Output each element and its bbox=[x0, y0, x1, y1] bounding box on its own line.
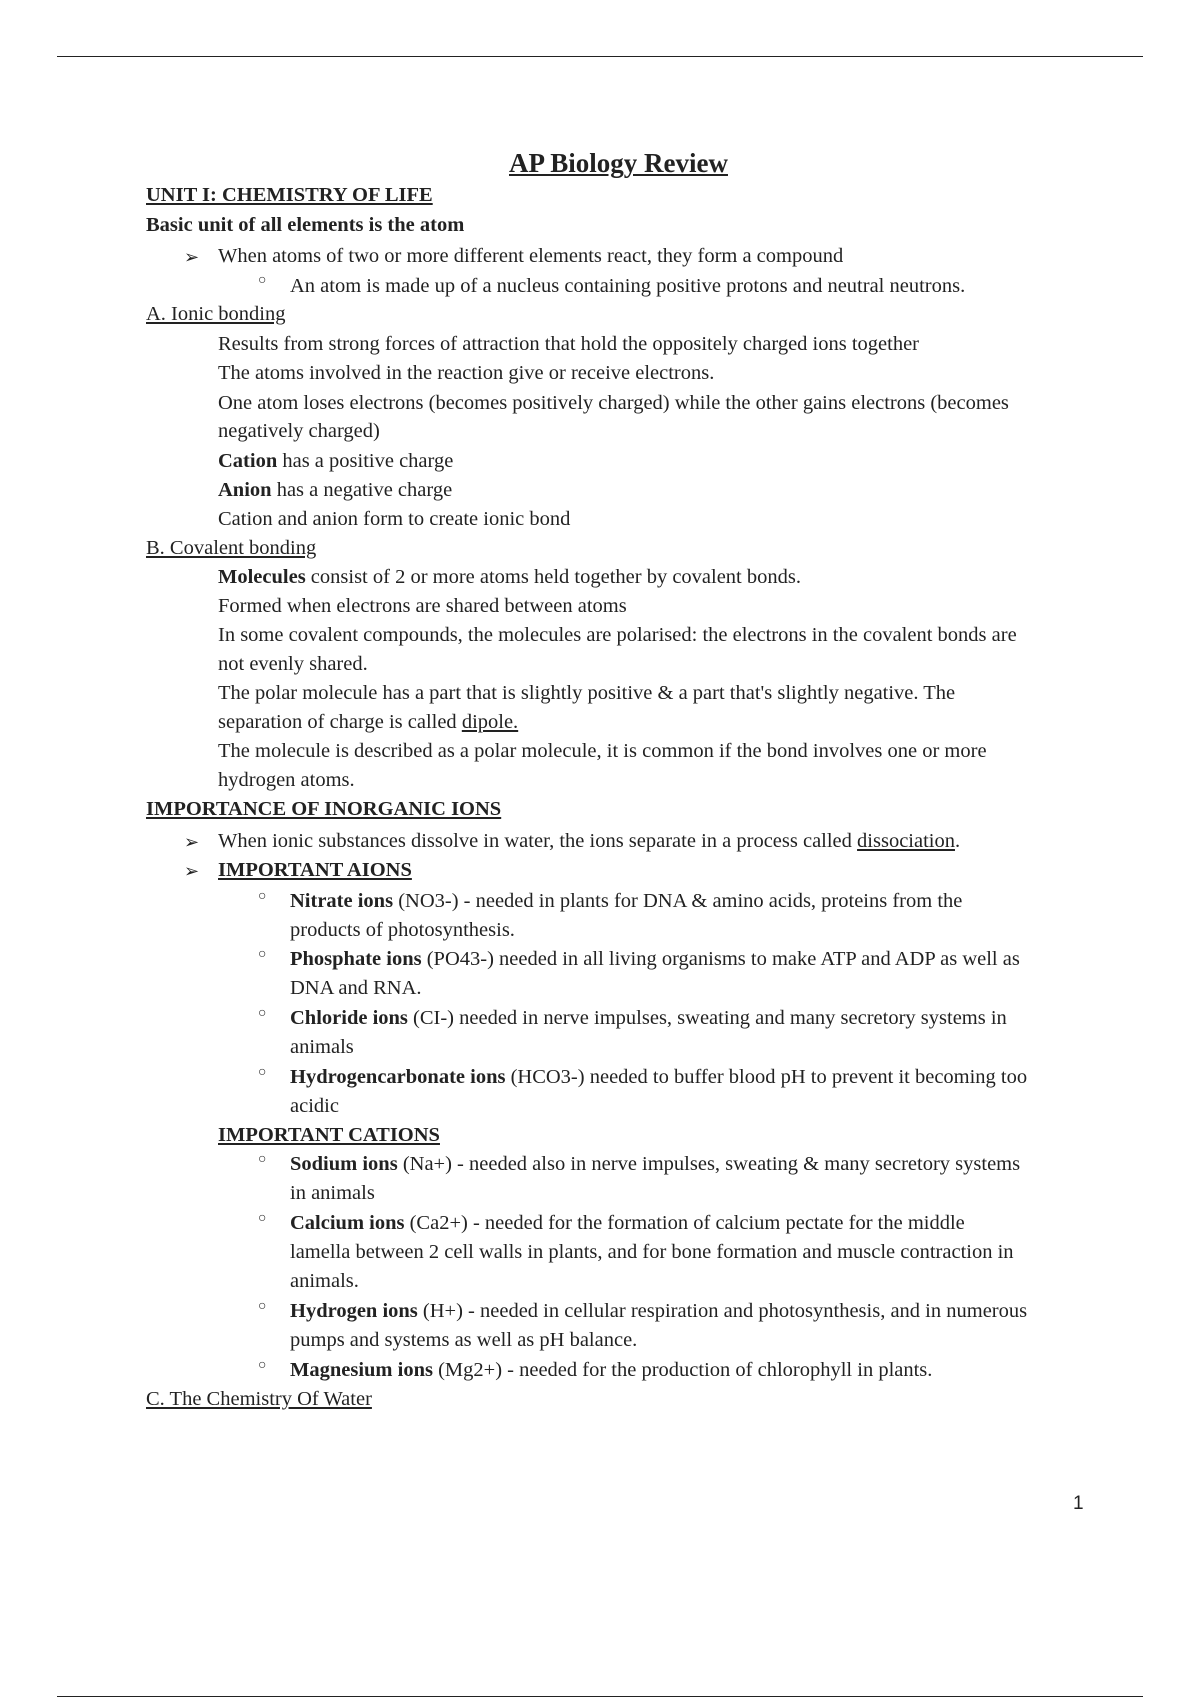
nitrate-desc: (NO3-) - needed in plants for DNA & amino acids, proteins from the bbox=[393, 890, 963, 912]
anion-term: Anion bbox=[218, 479, 272, 501]
nitrate-line-a bbox=[290, 887, 962, 916]
phosphate-line-a bbox=[290, 945, 1020, 974]
calcium-desc: (Ca2+) - needed for the formation of calcium pectate for the middle bbox=[404, 1212, 965, 1234]
bottom-rule bbox=[57, 1696, 1143, 1697]
important-anions-heading: IMPORTANT AIONS bbox=[218, 859, 412, 881]
unit-heading: UNIT I: CHEMISTRY OF LIFE bbox=[146, 184, 433, 206]
ionic-line-2: The atoms involved in the reaction give or receive electrons. bbox=[218, 362, 715, 384]
phosphate-desc: (PO43-) needed in all living organisms to make ATP and ADP as well as bbox=[421, 948, 1020, 970]
circle-bullet-icon: ○ bbox=[258, 889, 267, 904]
compound-bullet: When atoms of two or more different elements react, they form a compound bbox=[218, 245, 844, 267]
covalent-line-5a: The molecule is described as a polar molecule, it is common if the bond involves one or more bbox=[218, 740, 987, 762]
molecules-line bbox=[218, 563, 801, 592]
anion-line bbox=[218, 476, 452, 505]
ionic-line-3b: negatively charged) bbox=[218, 420, 380, 442]
dissociation-prefix: When ionic substances dissolve in water, the ions separate in a process called bbox=[218, 830, 858, 852]
hydrogen-term: Hydrogen ions bbox=[290, 1300, 418, 1322]
calcium-line-a bbox=[290, 1209, 965, 1238]
ionic-line-1: Results from strong forces of attraction that hold the oppositely charged ions together bbox=[218, 333, 920, 355]
ionic-line-6: Cation and anion form to create ionic bond bbox=[218, 508, 571, 530]
covalent-line-2: Formed when electrons are shared between atoms bbox=[218, 595, 627, 617]
important-cations-heading: IMPORTANT CATIONS bbox=[218, 1124, 440, 1146]
hydrogencarbonate-desc: (HCO3-) needed to buffer blood pH to prevent it becoming too bbox=[505, 1066, 1028, 1088]
basic-unit-line: Basic unit of all elements is the atom bbox=[146, 214, 465, 236]
hydrogen-line-b: pumps and systems as well as pH balance. bbox=[290, 1329, 638, 1351]
arrow-bullet-icon: ➢ bbox=[184, 832, 200, 852]
water-chemistry-heading: C. The Chemistry Of Water bbox=[146, 1388, 372, 1410]
chloride-term: Chloride ions bbox=[290, 1007, 408, 1029]
hydrogencarbonate-line-b: acidic bbox=[290, 1095, 339, 1117]
nitrate-term: Nitrate ions bbox=[290, 890, 394, 912]
ionic-bonding-heading: A. Ionic bonding bbox=[146, 303, 286, 325]
atom-bullet: An atom is made up of a nucleus containing positive protons and neutral neutrons. bbox=[290, 275, 966, 297]
page-number: 1 bbox=[1073, 1493, 1084, 1514]
chloride-line-a bbox=[290, 1004, 1007, 1033]
dissociation-term: dissociation bbox=[857, 830, 955, 852]
dissociation-bullet bbox=[218, 827, 960, 856]
inorganic-ions-heading: IMPORTANCE OF INORGANIC IONS bbox=[146, 798, 502, 820]
circle-bullet-icon: ○ bbox=[258, 1065, 267, 1080]
calcium-line-b: lamella between 2 cell walls in plants, and for bone formation and muscle contraction in bbox=[290, 1241, 1014, 1263]
circle-bullet-icon: ○ bbox=[258, 273, 267, 288]
anion-desc: has a negative charge bbox=[271, 479, 453, 501]
circle-bullet-icon: ○ bbox=[258, 1358, 267, 1373]
ionic-line-3a: One atom loses electrons (becomes positively charged) while the other gains electrons (becomes bbox=[218, 392, 1009, 414]
arrow-bullet-icon: ➢ bbox=[184, 247, 200, 267]
circle-bullet-icon: ○ bbox=[258, 1211, 267, 1226]
dipole-line bbox=[218, 708, 518, 737]
magnesium-desc: (Mg2+) - needed for the production of chlorophyll in plants. bbox=[432, 1359, 933, 1381]
chloride-line-b: animals bbox=[290, 1036, 354, 1058]
chloride-desc: (CI-) needed in nerve impulses, sweating and many secretory systems in bbox=[407, 1007, 1007, 1029]
molecules-desc: consist of 2 or more atoms held together by covalent bonds. bbox=[305, 566, 801, 588]
circle-bullet-icon: ○ bbox=[258, 1152, 267, 1167]
nitrate-line-b: products of photosynthesis. bbox=[290, 919, 515, 941]
dipole-term: dipole. bbox=[461, 711, 519, 733]
sodium-line-a bbox=[290, 1150, 1020, 1179]
cation-desc: has a positive charge bbox=[277, 450, 454, 472]
molecules-term: Molecules bbox=[218, 566, 306, 588]
sodium-term: Sodium ions bbox=[290, 1153, 398, 1175]
phosphate-line-b: DNA and RNA. bbox=[290, 977, 422, 999]
magnesium-term: Magnesium ions bbox=[290, 1359, 433, 1381]
dipole-prefix: separation of charge is called bbox=[218, 711, 462, 733]
covalent-line-5b: hydrogen atoms. bbox=[218, 769, 355, 791]
covalent-line-3b: not evenly shared. bbox=[218, 653, 368, 675]
covalent-line-3a: In some covalent compounds, the molecules are polarised: the electrons in the covalent bonds are bbox=[218, 624, 1017, 646]
hydrogencarbonate-line-a bbox=[290, 1063, 1027, 1092]
circle-bullet-icon: ○ bbox=[258, 947, 267, 962]
covalent-line-4a: The polar molecule has a part that is slightly positive & a part that's slightly negative. The bbox=[218, 682, 956, 704]
circle-bullet-icon: ○ bbox=[258, 1299, 267, 1314]
calcium-term: Calcium ions bbox=[290, 1212, 405, 1234]
covalent-bonding-heading: B. Covalent bonding bbox=[146, 537, 317, 559]
hydrogen-desc: (H+) - needed in cellular respiration and photosynthesis, and in numerous bbox=[417, 1300, 1028, 1322]
sodium-line-b: in animals bbox=[290, 1182, 375, 1204]
arrow-bullet-icon: ➢ bbox=[184, 861, 200, 881]
cation-line bbox=[218, 447, 453, 476]
document-title: AP Biology Review bbox=[509, 148, 728, 178]
phosphate-term: Phosphate ions bbox=[290, 948, 422, 970]
hydrogencarbonate-term: Hydrogencarbonate ions bbox=[290, 1066, 506, 1088]
sodium-desc: (Na+) - needed also in nerve impulses, sweating & many secretory systems bbox=[397, 1153, 1021, 1175]
magnesium-line bbox=[290, 1356, 932, 1385]
cation-term: Cation bbox=[218, 450, 278, 472]
calcium-line-c: animals. bbox=[290, 1270, 359, 1292]
hydrogen-line-a bbox=[290, 1297, 1027, 1326]
dissociation-suffix: . bbox=[954, 830, 961, 852]
circle-bullet-icon: ○ bbox=[258, 1006, 267, 1021]
top-rule bbox=[57, 56, 1143, 57]
